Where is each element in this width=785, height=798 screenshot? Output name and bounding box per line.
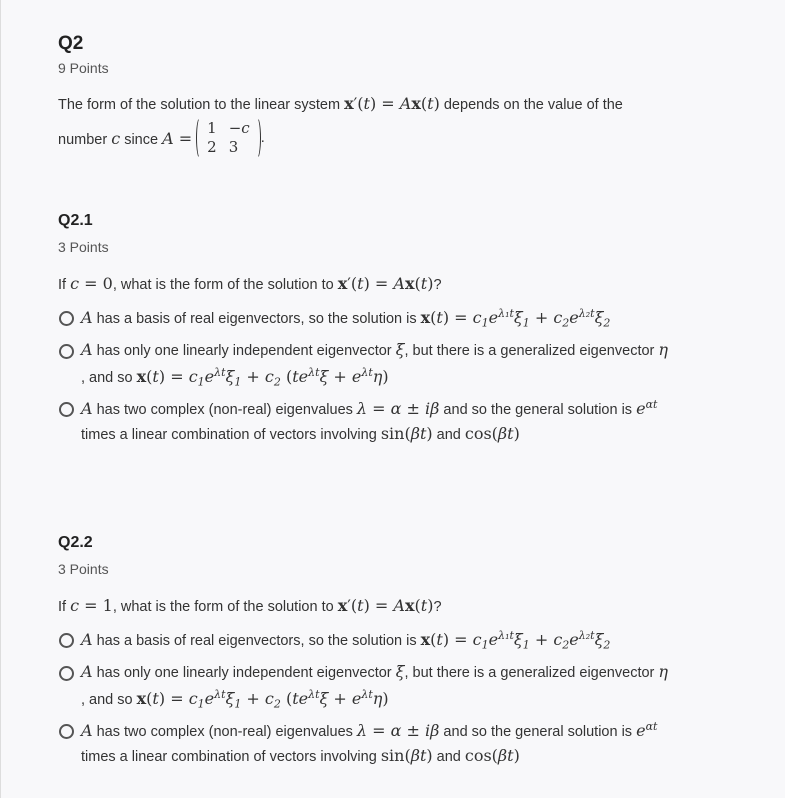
math-segment: λ₁t: [498, 307, 514, 320]
math-segment: x: [337, 274, 348, 293]
math-segment: 2: [603, 638, 611, 652]
text-segment: The form of the solution to the linear system: [58, 97, 345, 113]
text-segment: and: [432, 749, 465, 765]
math-segment: 1: [522, 316, 530, 330]
math-segment: = 0: [79, 274, 113, 293]
text-segment: , but there is a generalized eigenvector: [404, 665, 659, 681]
period: .: [260, 130, 265, 146]
text-segment: , and so: [81, 369, 137, 386]
math-segment: A: [393, 596, 405, 615]
math-segment: η: [658, 340, 668, 359]
matrix-cell: −c: [228, 119, 250, 137]
math-segment: e: [204, 366, 215, 386]
math-segment: βt: [410, 424, 427, 443]
answer-radio[interactable]: [59, 666, 74, 681]
math-segment: t: [152, 366, 159, 386]
text-segment: and: [432, 427, 465, 443]
math-segment: λt: [361, 688, 373, 701]
math-segment: t: [357, 596, 364, 615]
math-segment: c: [264, 688, 274, 708]
math-segment: ): [513, 424, 520, 443]
text-segment: has only one linearly independent eigenvector: [92, 343, 396, 359]
math-segment: ) =: [158, 366, 189, 386]
math-segment: A: [81, 720, 93, 740]
math-segment: +: [241, 366, 265, 386]
math-segment: 2: [562, 316, 570, 330]
math-segment: λ: [356, 398, 368, 418]
text-segment: times a linear combination of vectors involving: [81, 427, 381, 443]
matrix-A: [196, 117, 261, 159]
math-segment: (: [420, 94, 428, 113]
math-segment: ): [433, 94, 440, 113]
math-segment: sin(: [380, 746, 411, 765]
part-question: [58, 274, 442, 293]
math-segment: ξ: [319, 366, 329, 386]
math-segment: c: [472, 629, 482, 649]
text-segment: , what is the form of the solution to: [112, 277, 338, 293]
math-segment: A: [81, 662, 93, 681]
matrix-cell: 1: [207, 119, 217, 137]
answer-option-text: [81, 688, 389, 711]
math-segment: t: [420, 274, 428, 293]
question-text-line1: [58, 94, 623, 113]
math-segment: c: [553, 307, 563, 327]
math-segment: ′(: [347, 274, 358, 293]
math-segment: 1: [197, 375, 205, 389]
math-segment: A: [162, 128, 174, 148]
math-segment: iβ: [425, 720, 440, 740]
answer-option-text: [81, 424, 520, 443]
math-segment: = 1: [79, 596, 113, 615]
text-segment: has a basis of real eigenvectors, so the solution is: [92, 632, 421, 649]
math-segment: cos(: [464, 746, 498, 765]
answer-option-text: [81, 307, 610, 330]
answer-option-text: [81, 340, 668, 359]
math-segment: =: [367, 398, 391, 418]
math-segment: α: [390, 720, 402, 740]
math-segment: +: [529, 629, 554, 649]
math-segment: e: [636, 398, 646, 418]
math-segment: ): [382, 688, 389, 708]
math-segment: 1: [234, 375, 242, 389]
math-segment: c: [553, 629, 563, 649]
math-segment: x: [136, 688, 147, 708]
math-segment: c: [70, 274, 80, 293]
answer-radio[interactable]: [59, 344, 74, 359]
math-segment: (: [430, 629, 437, 649]
text-segment: , and so: [81, 691, 137, 708]
math-segment: A: [81, 307, 93, 327]
math-segment: 2: [562, 638, 570, 652]
answer-option-text: [81, 720, 657, 740]
text-segment: since: [120, 131, 163, 148]
left-paren: [196, 117, 204, 159]
math-segment: βt: [497, 746, 514, 765]
math-segment: +: [241, 688, 265, 708]
math-segment: 1: [234, 697, 242, 711]
math-segment: 1: [197, 697, 205, 711]
math-segment: ′(: [347, 596, 358, 615]
math-segment: αt: [645, 720, 658, 733]
math-segment: e: [636, 720, 646, 740]
math-segment: =: [173, 128, 193, 148]
math-segment: A: [81, 398, 93, 418]
answer-option-text: [81, 662, 668, 681]
math-segment: t: [357, 274, 364, 293]
text-segment: number: [58, 131, 112, 148]
math-segment: λt: [214, 688, 226, 701]
math-segment: ξ: [225, 688, 235, 708]
math-segment: x: [337, 596, 348, 615]
math-segment: t: [152, 688, 159, 708]
math-segment: x: [411, 94, 421, 113]
part-points: 3 Points: [58, 239, 109, 255]
math-segment: +: [328, 366, 352, 386]
math-segment: αt: [645, 398, 658, 411]
math-segment: ±: [401, 720, 426, 740]
math-segment: c: [188, 366, 198, 386]
text-segment: ?: [433, 277, 442, 293]
math-segment: λ₁t: [498, 629, 514, 642]
part-title: Q2.1: [58, 212, 93, 229]
math-segment: α: [390, 398, 402, 418]
math-segment: ): [513, 746, 520, 765]
math-segment: λt: [361, 366, 373, 379]
matrix-cell: 3: [228, 138, 239, 156]
math-segment: ): [427, 274, 434, 293]
text-segment: ?: [433, 599, 442, 615]
math-segment: t: [363, 94, 370, 113]
text-segment: and so the general solution is: [439, 401, 637, 418]
answer-option-text: [81, 629, 610, 652]
math-segment: =: [367, 720, 391, 740]
math-segment: c: [70, 596, 80, 615]
math-segment: 2: [273, 697, 281, 711]
right-paren: [253, 117, 261, 159]
math-segment: t: [436, 307, 443, 327]
text-segment: has only one linearly independent eigenvector: [92, 665, 396, 681]
math-segment: x: [136, 366, 147, 386]
math-segment: λ₂t: [578, 307, 595, 320]
math-segment: ): [382, 366, 389, 386]
math-segment: βt: [410, 746, 427, 765]
math-segment: λt: [308, 366, 320, 379]
text-segment: has two complex (non-real) eigenvalues: [92, 401, 357, 418]
part-points: 3 Points: [58, 561, 109, 577]
math-segment: ) =: [363, 596, 394, 615]
math-segment: A: [81, 340, 93, 359]
part-question: [58, 596, 442, 615]
math-segment: ξ: [395, 340, 405, 359]
answer-radio[interactable]: [59, 724, 74, 739]
math-segment: ±: [401, 398, 426, 418]
math-segment: c: [111, 128, 121, 148]
math-segment: 1: [481, 316, 489, 330]
math-segment: λt: [214, 366, 226, 379]
math-segment: te: [292, 366, 309, 386]
math-segment: e: [351, 688, 362, 708]
text-segment: has two complex (non-real) eigenvalues: [92, 723, 357, 740]
math-segment: e: [488, 629, 499, 649]
math-segment: ) =: [369, 94, 400, 113]
math-segment: ξ: [513, 307, 523, 327]
math-segment: βt: [497, 424, 514, 443]
math-segment: η: [658, 662, 668, 681]
text-segment: has a basis of real eigenvectors, so the solution is: [92, 310, 421, 327]
math-segment: λ: [356, 720, 368, 740]
matrix-cell: 2: [207, 138, 217, 156]
math-segment: iβ: [425, 398, 440, 418]
answer-radio[interactable]: [59, 633, 74, 648]
math-segment: t: [436, 629, 443, 649]
text-segment: depends on the value of the: [439, 97, 623, 113]
math-segment: e: [351, 366, 362, 386]
math-segment: c: [264, 366, 274, 386]
math-segment: c: [472, 307, 482, 327]
math-segment: x: [404, 596, 415, 615]
question-text-line2-text: [58, 129, 192, 148]
math-segment: e: [569, 307, 579, 327]
math-segment: e: [488, 307, 499, 327]
answer-option-text: [81, 746, 520, 765]
math-segment: +: [529, 307, 554, 327]
math-segment: 1: [481, 638, 489, 652]
math-segment: η: [372, 366, 383, 386]
math-segment: (: [146, 688, 153, 708]
answer-option-text: [81, 398, 657, 418]
question-text-line2: [58, 117, 265, 159]
math-segment: η: [372, 688, 383, 708]
math-segment: x: [420, 307, 431, 327]
math-segment: (: [414, 596, 421, 615]
math-segment: (: [430, 307, 437, 327]
math-segment: ξ: [513, 629, 523, 649]
math-segment: +: [328, 688, 352, 708]
math-segment: ): [426, 746, 433, 765]
math-segment: e: [204, 688, 215, 708]
math-segment: ′(: [353, 94, 364, 113]
math-segment: ): [426, 424, 433, 443]
math-segment: ) =: [442, 629, 473, 649]
question-title: Q2: [58, 33, 84, 54]
math-segment: e: [569, 629, 579, 649]
math-segment: ξ: [594, 307, 604, 327]
math-segment: ξ: [594, 629, 604, 649]
answer-radio[interactable]: [59, 402, 74, 417]
text-segment: If: [58, 277, 71, 293]
math-segment: t: [427, 94, 434, 113]
text-segment: and so the general solution is: [439, 723, 637, 740]
math-segment: ξ: [319, 688, 329, 708]
math-segment: x: [404, 274, 415, 293]
text-segment: , but there is a generalized eigenvector: [404, 343, 659, 359]
math-segment: ) =: [363, 274, 394, 293]
math-segment: (: [146, 366, 153, 386]
math-segment: te: [292, 688, 309, 708]
math-segment: x: [420, 629, 431, 649]
math-segment: c: [188, 688, 198, 708]
math-segment: x: [344, 94, 354, 113]
math-segment: A: [81, 629, 93, 649]
math-segment: λ₂t: [578, 629, 595, 642]
text-segment: times a linear combination of vectors involving: [81, 749, 381, 765]
math-segment: ξ: [225, 366, 235, 386]
math-segment: λt: [308, 688, 320, 701]
math-segment: (: [280, 688, 293, 708]
math-segment: cos(: [464, 424, 498, 443]
math-segment: 1: [522, 638, 530, 652]
math-segment: 2: [603, 316, 611, 330]
math-segment: (: [414, 274, 421, 293]
part-title: Q2.2: [58, 534, 93, 551]
question-points: 9 Points: [58, 60, 109, 76]
math-segment: 2: [273, 375, 281, 389]
math-segment: ) =: [442, 307, 473, 327]
math-segment: A: [399, 94, 412, 113]
math-segment: sin(: [380, 424, 411, 443]
text-segment: , what is the form of the solution to: [112, 599, 338, 615]
math-segment: ) =: [158, 688, 189, 708]
math-segment: ξ: [395, 662, 405, 681]
math-segment: A: [393, 274, 405, 293]
answer-radio[interactable]: [59, 311, 74, 326]
text-segment: If: [58, 599, 71, 615]
math-segment: ): [427, 596, 434, 615]
math-segment: (: [280, 366, 293, 386]
math-segment: t: [420, 596, 428, 615]
answer-option-text: [81, 366, 389, 389]
